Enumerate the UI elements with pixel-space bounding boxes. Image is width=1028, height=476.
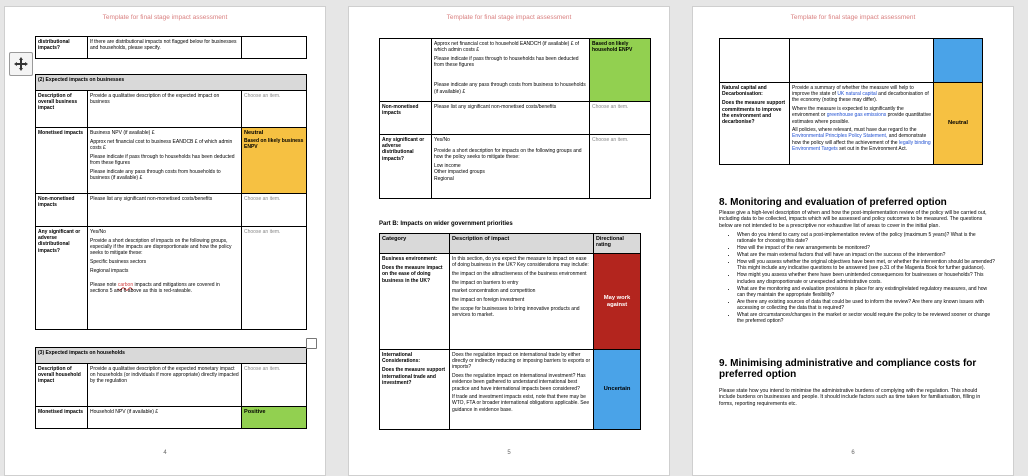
page-number: 6 [851,450,855,456]
line: Specific business sectors [90,258,147,265]
text-span: set out in the Environment Act. [839,145,907,152]
line: Approx net financial cost to household EANDCH (if available) £ of which admin costs £ [434,41,580,54]
line: Yes/No [90,229,106,235]
column-header-category: Category [380,234,450,254]
row-label: distributional impacts? [36,37,88,59]
row-text [432,39,590,102]
question-list [719,232,995,324]
category-question: Does the measure impact on the ease of doing business in the UK? [382,265,443,284]
empty-cell [242,37,307,59]
rating-cell[interactable] [242,128,307,194]
category-question: Does the measure support international trade and investment? [382,367,446,386]
line: Please indicate if pass through to households has been deducted from these figures [90,153,235,166]
line: Business NPV (if available) £ [90,130,155,136]
empty-cell [720,39,790,83]
list-item: • When do you intend to carry out a post-implementation review of the policy (maximum 5 years)? What is the rationale for choosing this date? [737,232,995,244]
rating-label: Neutral [244,130,264,136]
list-item: • What are circumstances/changes in the market or sector would require the policy to be reviewed sooner or change the preferred option? [737,312,995,324]
row-text: Please list any significant non-monetised costs/benefits [88,194,242,227]
line: Please indicate any pass through costs from business to households (if available) £ [434,82,586,95]
section-8 [719,197,995,325]
choose-item-dropdown[interactable]: Choose an item. [590,135,651,199]
line: If trade and investment impacts exist, note that there may be WTO, FTA or broader international obligations applicable. See guidance in evidence base. [452,394,590,413]
page-4 [4,6,326,476]
row-label: Non-monetised impacts [380,102,432,135]
empty-cell [790,39,934,83]
table-household-cont [379,38,651,199]
note-pre: Please note [90,281,117,288]
list-item: • What are the main external factors that will have an impact on the success of the intervention? [737,252,995,258]
page-header: Template for final stage impact assessment [790,14,916,21]
row-label: Non-monetised impacts [36,194,88,227]
text-span: provide quantitative estimates where possible. [792,112,931,125]
category-title: Business environment: [382,256,438,262]
natural-capital-link[interactable]: UK natural capital [837,91,877,98]
line: market concentration and competition [452,288,536,295]
row-text [88,227,242,330]
table-household-impacts [35,347,307,429]
section-heading: (2) Expected impacts on businesses [36,75,307,91]
text-span: and demonstrate how the policy will affect the achievement of the [792,133,927,146]
row-text: Provide a qualitative description of the expected impact on business [88,91,242,128]
line: Does the regulation impact on international trade by either directly or indirectly reducing or imposing barriers to exports or imports? [452,352,591,371]
section-heading: 9. Minimising administrative and compliance costs for preferred option [719,358,977,380]
note [90,282,239,294]
section-9 [719,358,995,407]
category-title: Natural capital and Decarbonisation: [722,85,767,98]
empty-cell [380,39,432,102]
row-text: Provide a qualitative description of the expected monetary impact on households (or individuals if more appropriate) directly impacted by the regulation [88,364,242,407]
line: the impact on the attractiveness of the business environment [452,270,587,277]
paragraph [792,85,931,104]
line: the impact on foreign investment [452,297,525,304]
table-business-impacts [35,74,307,330]
row-label [380,254,450,350]
rating-cell[interactable] [934,39,983,83]
table-wider-priorities [379,233,641,430]
page-header: Template for final stage impact assessment [102,14,228,21]
row-label: Description of overall business impact [36,91,88,128]
section-intro: Please give a high-level description of when and how the post-implementation review of the policy will be carried out, including data to be collected, impacts which will be assessed and policy outcomes to be measured. The questions below are not intended to be a prescriptive nor exhaustive list of areas to cover in the initial plan. [719,210,987,229]
section-heading: (3) Expected impacts on households [36,348,307,364]
row-text: If there are distributional impacts not flagged below for businesses and households, please specify. [88,37,242,59]
text-span: Provide a summary of whether the measure will help to improve the state of [792,85,914,98]
line: Please indicate if pass through to households has been deducted from these figures [434,55,579,69]
list-item: • How will you assess whether the original objectives have been met, or whether the intervention should be amended? This might include any indicative questions to be answered (see p.31 of the Magenta Book for further guidance). [737,259,995,271]
category-question: Does the measure support commitments to improve the environment and decarbonise? [722,100,786,126]
line: the impact on barriers to entry [452,279,519,286]
line: Regional [434,175,454,182]
section-intro: Please state how you intend to minimise the administrative burdens of complying with the regulation. This should include burdens on businesses and people. It should include factors such as time taken for familiarisation, filling in forms, reporting requirements etc. [719,388,981,407]
line: the scope for businesses to bring innovative products and services to market. [452,305,580,318]
column-header-description: Description of impact [450,234,594,254]
page-5 [348,6,670,476]
choose-item-dropdown[interactable]: Choose an item. [242,364,307,407]
row-text [790,83,934,165]
row-text [450,350,594,430]
line: In this section, do you expect the measure to impact on ease of doing business in the UK? Key considerations may include: [452,256,589,269]
choose-item-dropdown[interactable]: Choose an item. [242,227,307,330]
page-number: 5 [507,450,511,456]
row-label [720,83,790,165]
row-label: Monetised impacts [36,128,88,194]
row-label: Monetised impacts [36,407,88,429]
environmental-principles-link[interactable]: Environmental Principles Policy Statement, [792,133,888,140]
rating-cell[interactable]: Neutral [934,83,983,165]
note-post: impacts and mitigations are covered in sections 5 and 6 above as this is red-rateable. [90,281,220,294]
line: Approx net financial cost to business EANDCB £ of which admin costs £ [90,138,233,151]
section-heading: 8. Monitoring and evaluation of preferred option [719,197,947,208]
row-label: Description of overall household impact [36,364,88,407]
category-title: International Considerations: [382,352,421,365]
page-number: 4 [163,450,167,456]
line: Regional impacts [90,267,129,274]
list-item: • What are the monitoring and evaluation provisions in place for any existing/related regulatory measures, and how can they maintain the appropriate flexibility? [737,286,995,298]
line: Does the regulation impact on international investment? Has evidence been gathered to understand international best practice and have international impacts been considered? [452,373,586,392]
table-distributional [35,36,307,59]
text-span: Where the measure is expected to significantly the environment or [792,106,904,119]
part-b-title: Part B: Impacts on wider government priorities [379,221,513,227]
row-text: Please list any significant non-monetised costs/benefits [432,102,590,135]
line: Provide a short description of impacts on the following groups, especially if the impacts are disproportionate and how the policy seeks to mitigate these: [90,237,232,257]
text-span: All policies, where relevant, must have due regard to the [792,127,917,134]
environment-targets-link[interactable]: legally binding Environment Targets [792,139,931,152]
rating-cell[interactable]: Based on likely household ENPV [590,39,651,102]
row-label [380,350,450,430]
page-header: Template for final stage impact assessment [446,14,572,21]
rating-cell[interactable]: Uncertain [594,350,641,430]
row-text [88,128,242,194]
column-header-rating: Directional rating [594,234,641,254]
paragraph [792,106,931,125]
list-item: • Are there any existing sources of data that could be used to inform the review? Are there any known issues with accessing or collecting the data that is required? [737,299,995,311]
row-text [432,135,590,199]
list-item: • How might you assess whether there have been unintended consequences for businesses or households? This includes any disproportionate or unexpected administrative costs. [737,272,995,284]
move-handle-icon[interactable] [9,52,33,76]
choose-item-dropdown[interactable]: Choose an item. [242,194,307,227]
spellcheck-mark: carbon [117,281,134,288]
line: Yes/No [434,137,450,143]
rating-basis: Based on likely business ENPV [244,138,304,151]
row-text: Household NPV (if available) £ [88,407,242,429]
line: Low income [434,163,461,170]
paragraph [792,127,931,152]
line: Provide a short description for impacts on the following groups and how the policy seeks to mitigate these: [434,148,582,161]
row-label: Any significant or adverse distributional impacts? [380,135,432,199]
choose-item-dropdown[interactable]: Choose an item. [590,102,651,135]
line: Please indicate any pass through costs from households to business (if available) £ [90,168,221,181]
choose-item-dropdown[interactable]: Choose an item. [242,91,307,128]
row-label: Any significant or adverse distributional impacts? [36,227,88,330]
text-span: and decarbonisation of the economy (noting these may differ). [792,91,929,104]
resize-handle-icon[interactable] [306,338,317,349]
page-6 [692,6,1014,476]
rating-cell[interactable]: May work against [594,254,641,350]
table-natural-capital [719,38,983,165]
list-item: • How will the impact of the new arrangements be monitored? [737,245,995,251]
line: Other impacted groups [434,169,485,176]
ghg-emissions-link[interactable]: greenhouse gas emissions [826,112,887,119]
row-text [450,254,594,350]
rating-cell[interactable]: Positive [242,407,307,429]
